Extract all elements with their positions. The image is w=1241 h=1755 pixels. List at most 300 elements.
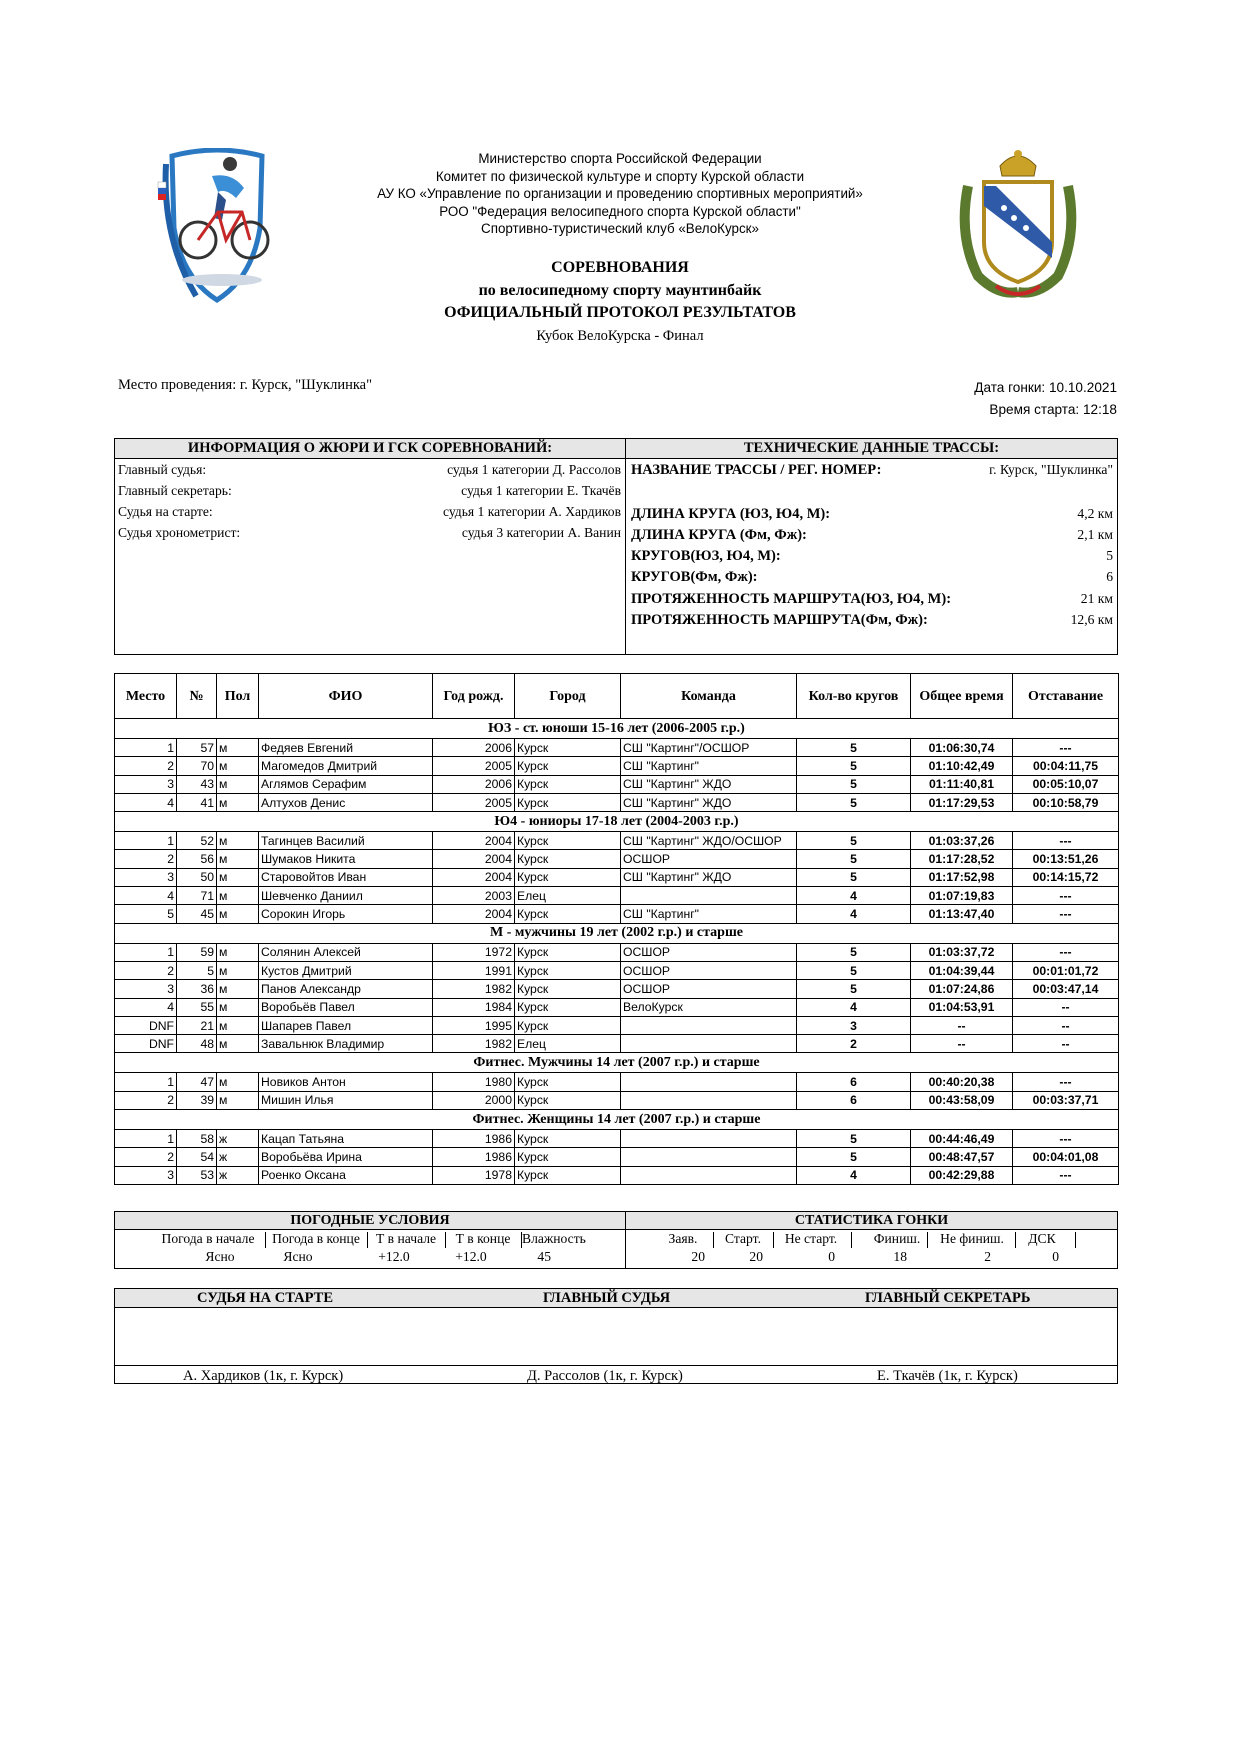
gender-cell: м [217,1073,259,1091]
city-cell: Курск [515,1166,621,1184]
jury-header: ИНФОРМАЦИЯ О ЖЮРИ И ГСК СОРЕВНОВАНИЙ: [115,439,626,459]
number-cell: 56 [177,850,217,868]
track-value: 5 [1106,548,1113,563]
team-cell [621,1073,797,1091]
name-cell: Старовойтов Иван [259,868,433,886]
track-value: г. Курск, "Шуклинка" [989,462,1113,477]
signatures-box [114,1288,1118,1384]
jury-person: судья 1 категории Д. Рассолов [447,462,621,477]
gender-cell: ж [217,1130,259,1148]
total-time-cell: 00:44:46,49 [911,1130,1013,1148]
birth-year-cell: 1986 [433,1130,515,1148]
birth-year-cell: 2004 [433,850,515,868]
name-cell: Воробьёв Павел [259,998,433,1016]
jury-role: Судья на старте: [118,504,213,519]
stats-value: 0 [1052,1249,1059,1264]
name-cell: Тагинцев Василий [259,832,433,850]
city-cell: Елец [515,1035,621,1053]
table-row [115,1091,1119,1109]
name-cell: Шапарев Павел [259,1016,433,1034]
laps-cell: 4 [797,998,911,1016]
jury-row [118,460,621,480]
jury-role: Судья хронометрист: [118,525,241,540]
race-date-block [974,377,1117,421]
number-cell: 21 [177,1016,217,1034]
table-row [115,850,1119,868]
city-cell: Курск [515,905,621,923]
team-cell [621,1091,797,1109]
birth-year-cell: 2000 [433,1091,515,1109]
organizer-line: РОО "Федерация велосипедного спорта Курской области" [439,203,801,219]
jury-row [118,523,621,543]
group-title: Ю4 - юниоры 17-18 лет (2004-2003 г.р.) [115,812,1119,832]
track-row [631,504,1113,524]
table-row [115,832,1119,850]
gender-cell: м [217,943,259,961]
gender-cell: м [217,775,259,793]
birth-year-cell: 2004 [433,905,515,923]
laps-cell: 5 [797,832,911,850]
weather-value: +12.0 [378,1249,410,1264]
group-header-row [115,812,1119,832]
table-row [115,905,1119,923]
col-header: Отставание [1013,674,1119,719]
col-header: Команда [621,674,797,719]
table-row [115,1166,1119,1184]
city-cell: Курск [515,832,621,850]
group-title: М - мужчины 19 лет (2002 г.р.) и старше [115,923,1119,943]
team-cell [621,887,797,905]
birth-year-cell: 1984 [433,998,515,1016]
gender-cell: ж [217,1148,259,1166]
stats-col-header: Старт. [725,1231,761,1246]
gender-cell: м [217,961,259,979]
col-header: Город [515,674,621,719]
track-row [631,546,1113,566]
number-cell: 70 [177,757,217,775]
place-cell: 1 [115,1130,177,1148]
total-time-cell: 01:17:52,98 [911,868,1013,886]
laps-cell: 5 [797,1130,911,1148]
laps-cell: 5 [797,739,911,757]
number-cell: 52 [177,832,217,850]
group-header-row [115,1110,1119,1130]
table-row [115,1148,1119,1166]
track-value: 6 [1106,569,1113,584]
city-cell: Курск [515,998,621,1016]
table-row [115,1073,1119,1091]
team-cell [621,1035,797,1053]
name-cell: Новиков Антон [259,1073,433,1091]
laps-cell: 4 [797,1166,911,1184]
team-cell: ОСШОР [621,961,797,979]
city-cell: Курск [515,757,621,775]
team-cell: ОСШОР [621,850,797,868]
place-cell: 2 [115,757,177,775]
place-cell: 3 [115,980,177,998]
group-header-row [115,719,1119,739]
track-value: 12,6 км [1070,612,1113,627]
laps-cell: 5 [797,775,911,793]
gap-cell: --- [1013,887,1119,905]
table-row [115,1016,1119,1034]
laps-cell: 5 [797,757,911,775]
signature-name: А. Хардиков (1к, г. Курск) [183,1368,344,1384]
cup-name: Кубок ВелоКурска - Финал [536,328,704,344]
jury-person: судья 1 категории Е. Ткачёв [461,483,621,498]
gender-cell: м [217,887,259,905]
gender-cell: м [217,905,259,923]
stats-col-header: ДСК [1028,1231,1056,1246]
col-header: Кол-во кругов [797,674,911,719]
birth-year-cell: 1972 [433,943,515,961]
track-header: ТЕХНИЧЕСКИЕ ДАННЫЕ ТРАССЫ: [626,439,1117,459]
place-cell: DNF [115,1035,177,1053]
team-cell: СШ "Картинг"/ОСШОР [621,739,797,757]
group-title: Фитнес. Мужчины 14 лет (2007 г.р.) и старше [115,1053,1119,1073]
table-row [115,980,1119,998]
team-cell: СШ "Картинг" [621,757,797,775]
team-cell: ОСШОР [621,980,797,998]
name-cell: Федяев Евгений [259,739,433,757]
cyclist-shield-logo [152,148,282,306]
total-time-cell: -- [911,1035,1013,1053]
laps-cell: 5 [797,850,911,868]
laps-cell: 5 [797,943,911,961]
city-cell: Курск [515,1091,621,1109]
table-row [115,961,1119,979]
place-cell: 2 [115,961,177,979]
team-cell: СШ "Картинг" ЖДО [621,868,797,886]
group-header-row [115,923,1119,943]
stats-value: 18 [893,1249,907,1264]
weather-col-header: Погода в конце [272,1231,360,1246]
track-key: ПРОТЯЖЕННОСТЬ МАРШРУТА(Фм, Фж): [631,612,928,628]
jury-row [118,481,621,501]
number-cell: 41 [177,793,217,811]
gap-cell: --- [1013,905,1119,923]
city-cell: Курск [515,868,621,886]
stats-value: 20 [691,1249,705,1264]
place-cell: 5 [115,905,177,923]
table-row [115,998,1119,1016]
table-row [115,943,1119,961]
gap-cell: 00:03:37,71 [1013,1091,1119,1109]
weather-col-header: Влажность [522,1231,586,1246]
laps-cell: 6 [797,1091,911,1109]
birth-year-cell: 1991 [433,961,515,979]
gap-cell: 00:03:47,14 [1013,980,1119,998]
race-place: Место проведения: г. Курск, "Шуклинка" [118,377,373,393]
city-cell: Курск [515,1073,621,1091]
col-header: Пол [217,674,259,719]
place-cell: 1 [115,943,177,961]
name-cell: Панов Александр [259,980,433,998]
birth-year-cell: 1980 [433,1073,515,1091]
signature-name: Д. Рассолов (1к, г. Курск) [527,1368,683,1384]
name-cell: Сорокин Игорь [259,905,433,923]
track-key: ДЛИНА КРУГА (ЮЗ, Ю4, М): [631,506,831,522]
organizer-line: Комитет по физической культуре и спорту Курской области [435,168,805,184]
total-time-cell: 01:11:40,81 [911,775,1013,793]
gender-cell: м [217,998,259,1016]
total-time-cell: -- [911,1016,1013,1034]
name-cell: Кустов Дмитрий [259,961,433,979]
track-row [631,610,1113,630]
stats-col-header: Не финиш. [940,1231,1004,1246]
city-cell: Курск [515,943,621,961]
number-cell: 55 [177,998,217,1016]
track-value: 2,1 км [1077,527,1113,542]
gap-cell: --- [1013,943,1119,961]
total-time-cell: 01:03:37,26 [911,832,1013,850]
signature-name: Е. Ткачёв (1к, г. Курск) [877,1368,1018,1384]
gap-cell: 00:14:15,72 [1013,868,1119,886]
track-key: КРУГОВ(ЮЗ, Ю4, М): [631,548,781,564]
place-cell: 3 [115,868,177,886]
name-cell: Мишин Илья [259,1091,433,1109]
total-time-cell: 01:07:24,86 [911,980,1013,998]
gap-cell: 00:04:01,08 [1013,1148,1119,1166]
gap-cell: 00:13:51,26 [1013,850,1119,868]
document-title [300,257,940,325]
results-body [115,719,1119,1185]
total-time-cell: 01:04:39,44 [911,961,1013,979]
table-row [115,775,1119,793]
gap-cell: --- [1013,1130,1119,1148]
birth-year-cell: 2006 [433,775,515,793]
team-cell: СШ "Картинг" ЖДО [621,775,797,793]
laps-cell: 5 [797,1148,911,1166]
birth-year-cell: 2003 [433,887,515,905]
gap-cell: -- [1013,1016,1119,1034]
organizer-line: АУ КО «Управление по организации и проведению спортивных мероприятий» [377,186,863,202]
total-time-cell: 00:43:58,09 [911,1091,1013,1109]
gap-cell: 00:10:58,79 [1013,793,1119,811]
city-cell: Курск [515,775,621,793]
team-cell [621,1016,797,1034]
number-cell: 53 [177,1166,217,1184]
gap-cell: --- [1013,1166,1119,1184]
group-title: Фитнес. Женщины 14 лет (2007 г.р.) и старше [115,1110,1119,1130]
gender-cell: м [217,1035,259,1053]
birth-year-cell: 2005 [433,757,515,775]
place-cell: 4 [115,998,177,1016]
organizer-line: Министерство спорта Российской Федерации [478,151,762,166]
number-cell: 47 [177,1073,217,1091]
place-cell: 2 [115,1148,177,1166]
name-cell: Солянин Алексей [259,943,433,961]
number-cell: 45 [177,905,217,923]
laps-cell: 5 [797,961,911,979]
table-row [115,793,1119,811]
laps-cell: 6 [797,1073,911,1091]
title-line: ОФИЦИАЛЬНЫЙ ПРОТОКОЛ РЕЗУЛЬТАТОВ [444,304,796,321]
weather-col-header: Погода в начале [161,1231,255,1246]
name-cell: Алтухов Денис [259,793,433,811]
signature-title: ГЛАВНЫЙ СУДЬЯ [543,1290,671,1306]
laps-cell: 5 [797,793,911,811]
track-key: ПРОТЯЖЕННОСТЬ МАРШРУТА(ЮЗ, Ю4, М): [631,591,952,607]
table-row [115,1130,1119,1148]
weather-header: ПОГОДНЫЕ УСЛОВИЯ [115,1212,626,1230]
place-cell: 3 [115,1166,177,1184]
number-cell: 48 [177,1035,217,1053]
place-cell: 1 [115,832,177,850]
results-header-row [115,674,1119,719]
laps-cell: 4 [797,887,911,905]
team-cell: ОСШОР [621,943,797,961]
team-cell: СШ "Картинг" [621,905,797,923]
total-time-cell: 00:42:29,88 [911,1166,1013,1184]
table-row [115,739,1119,757]
name-cell: Завальнюк Владимир [259,1035,433,1053]
team-cell [621,1148,797,1166]
weather-value: Ясно [283,1249,313,1264]
info-box [114,438,1118,655]
gender-cell: м [217,739,259,757]
stats-value: 2 [984,1249,991,1264]
total-time-cell: 01:06:30,74 [911,739,1013,757]
jury-person: судья 3 категории А. Ванин [461,525,621,540]
city-cell: Курск [515,850,621,868]
laps-cell: 2 [797,1035,911,1053]
city-cell: Курск [515,739,621,757]
birth-year-cell: 2004 [433,832,515,850]
name-cell: Воробьёва Ирина [259,1148,433,1166]
jury-role: Главный секретарь: [118,483,232,498]
start-time: Время старта: 12:18 [989,402,1117,417]
title-line: по велосипедному спорту маунтинбайк [478,281,762,299]
team-cell: СШ "Картинг" ЖДО [621,793,797,811]
gender-cell: м [217,850,259,868]
gap-cell: --- [1013,832,1119,850]
col-header: Год рожд. [433,674,515,719]
number-cell: 39 [177,1091,217,1109]
weather-value: +12.0 [455,1249,487,1264]
organizers-block [300,150,940,238]
gap-cell: -- [1013,998,1119,1016]
number-cell: 50 [177,868,217,886]
gender-cell: м [217,1016,259,1034]
birth-year-cell: 1978 [433,1166,515,1184]
place-cell: 2 [115,850,177,868]
number-cell: 43 [177,775,217,793]
city-cell: Елец [515,887,621,905]
team-cell: ВелоКурск [621,998,797,1016]
table-row [115,757,1119,775]
total-time-cell: 01:13:47,40 [911,905,1013,923]
stats-header: СТАТИСТИКА ГОНКИ [626,1212,1117,1230]
track-value: 4,2 км [1077,506,1113,521]
track-row [631,460,1113,480]
team-cell [621,1166,797,1184]
laps-cell: 5 [797,980,911,998]
birth-year-cell: 2005 [433,793,515,811]
name-cell: Кацап Татьяна [259,1130,433,1148]
name-cell: Шумаков Никита [259,850,433,868]
total-time-cell: 01:04:53,91 [911,998,1013,1016]
signature-title: ГЛАВНЫЙ СЕКРЕТАРЬ [865,1290,1031,1306]
race-date: Дата гонки: 10.10.2021 [974,380,1117,395]
city-cell: Курск [515,1130,621,1148]
total-time-cell: 01:17:29,53 [911,793,1013,811]
stats-value: 20 [749,1249,763,1264]
city-cell: Курск [515,793,621,811]
total-time-cell: 01:17:28,52 [911,850,1013,868]
name-cell: Магомедов Дмитрий [259,757,433,775]
birth-year-cell: 1982 [433,980,515,998]
results-table [114,673,1119,1185]
place-cell: 4 [115,793,177,811]
gender-cell: м [217,1091,259,1109]
organizer-line: Спортивно-туристический клуб «ВелоКурск» [481,221,759,237]
group-header-row [115,1053,1119,1073]
team-cell: СШ "Картинг" ЖДО/ОСШОР [621,832,797,850]
total-time-cell: 01:03:37,72 [911,943,1013,961]
place-cell: 1 [115,739,177,757]
city-cell: Курск [515,980,621,998]
gap-cell: --- [1013,739,1119,757]
title-line: СОРЕВНОВАНИЯ [551,259,689,276]
place-cell: DNF [115,1016,177,1034]
name-cell: Шевченко Даниил [259,887,433,905]
col-header: № [177,674,217,719]
stats-value: 0 [828,1249,835,1264]
track-key: НАЗВАНИЕ ТРАССЫ / РЕГ. НОМЕР: [631,462,882,478]
birth-year-cell: 1995 [433,1016,515,1034]
col-header: ФИО [259,674,433,719]
name-cell: Роенко Оксана [259,1166,433,1184]
table-row [115,1035,1119,1053]
gap-cell: -- [1013,1035,1119,1053]
gap-cell: 00:01:01,72 [1013,961,1119,979]
col-header: Место [115,674,177,719]
jury-row [118,502,621,522]
number-cell: 58 [177,1130,217,1148]
number-cell: 59 [177,943,217,961]
city-cell: Курск [515,1016,621,1034]
city-cell: Курск [515,1148,621,1166]
weather-value: 45 [537,1249,551,1264]
stats-col-header: Не старт. [784,1231,838,1246]
signature-title: СУДЬЯ НА СТАРТЕ [197,1290,333,1306]
kursk-coat-of-arms [948,146,1088,306]
weather-col-header: Т в начале [375,1231,437,1246]
total-time-cell: 00:40:20,38 [911,1073,1013,1091]
number-cell: 54 [177,1148,217,1166]
col-header: Общее время [911,674,1013,719]
place-cell: 3 [115,775,177,793]
stats-col-header: Заяв. [668,1231,698,1246]
table-row [115,868,1119,886]
group-title: ЮЗ - ст. юноши 15-16 лет (2006-2005 г.р.) [115,719,1119,739]
number-cell: 71 [177,887,217,905]
gender-cell: м [217,980,259,998]
table-row [115,887,1119,905]
birth-year-cell: 1982 [433,1035,515,1053]
track-key: КРУГОВ(Фм, Фж): [631,569,758,585]
team-cell [621,1130,797,1148]
birth-year-cell: 2006 [433,739,515,757]
city-cell: Курск [515,961,621,979]
gap-cell: --- [1013,1073,1119,1091]
gender-cell: м [217,868,259,886]
total-time-cell: 00:48:47,57 [911,1148,1013,1166]
track-key: ДЛИНА КРУГА (Фм, Фж): [631,527,807,543]
gender-cell: м [217,757,259,775]
weather-value: Ясно [205,1249,235,1264]
